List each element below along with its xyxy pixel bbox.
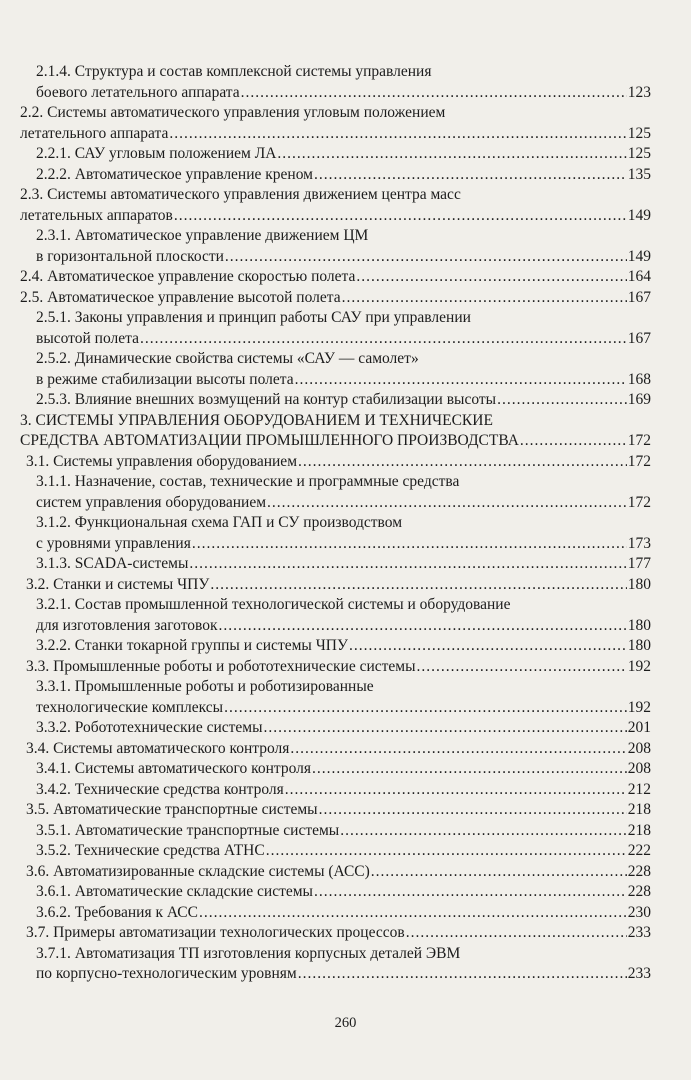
toc-entry-title: 3.7. Примеры автоматизации технологических процессов <box>26 924 405 941</box>
toc-entry <box>36 616 651 635</box>
toc-page-number: 167 <box>627 288 651 306</box>
toc-entry-title: в горизонтальной плоскости <box>36 247 224 265</box>
toc-entry-title: 2.2.1. САУ угловым положением ЛА <box>36 145 277 162</box>
toc-entry-title: 3.5.2. Технические средства АТНС <box>36 842 265 859</box>
toc-page-number: 208 <box>627 760 651 777</box>
toc-entry <box>20 288 651 307</box>
toc-entry-title: в режиме стабилизации высоты полета <box>36 370 294 388</box>
toc-leader-dots <box>210 575 626 594</box>
toc-entry <box>36 882 651 901</box>
toc-page-number: 208 <box>627 739 651 757</box>
toc-page-number: 172 <box>627 493 651 511</box>
toc-entry <box>20 185 651 204</box>
toc-entry-title: 3.1.1. Назначение, состав, технические и программные средства <box>36 473 460 490</box>
toc-entry <box>36 534 651 553</box>
toc-leader-dots <box>285 780 627 799</box>
toc-entry-title: 3.2.2. Станки токарной группы и системы ЧПУ <box>36 637 348 654</box>
toc-leader-dots <box>192 534 627 553</box>
toc-entry-title: по корпусно-технологическим уровням <box>36 965 297 982</box>
toc-entry <box>26 575 651 594</box>
toc-entry <box>20 206 651 225</box>
toc-leader-dots <box>406 923 627 942</box>
toc-entry-title: 3.3.2. Робототехнические системы <box>36 719 263 736</box>
toc-page-number: 173 <box>627 534 651 552</box>
toc-page-number: 233 <box>627 924 651 941</box>
toc-page-number: 135 <box>627 165 651 183</box>
toc-entry <box>36 964 651 983</box>
toc-leader-dots <box>189 554 626 573</box>
toc-entry <box>36 513 651 532</box>
toc-leader-dots <box>199 903 627 922</box>
toc-entry <box>36 370 651 389</box>
toc-entry <box>26 739 651 758</box>
toc-page-number: 228 <box>627 862 651 880</box>
toc-entry-title: 2.5.2. Динамические свойства системы «САУ — самолет» <box>36 350 419 367</box>
toc-entry-title: 3.1.2. Функциональная схема ГАП и СУ производством <box>36 514 403 531</box>
toc-leader-dots <box>169 124 626 143</box>
toc-entry-title: высотой полета <box>36 329 139 347</box>
toc-entry <box>26 657 651 676</box>
toc-entry <box>36 329 651 348</box>
toc-entry <box>36 903 651 922</box>
toc-page-number: 201 <box>627 719 651 736</box>
toc-entry <box>36 308 651 327</box>
toc-entry-title: 3.4. Системы автоматического контроля <box>26 739 290 757</box>
toc-entry-title: 2.5.3. Влияние внешних возмущений на контур стабилизации высоты <box>36 391 497 408</box>
toc-entry <box>36 165 651 184</box>
toc-entry-title: 3.2.1. Состав промышленной технологической системы и оборудование <box>36 596 511 613</box>
toc-entry <box>36 554 651 573</box>
toc-entry <box>26 923 651 942</box>
toc-page-number: 222 <box>627 842 651 859</box>
toc-entry-title: 3.4.2. Технические средства контроля <box>36 780 284 798</box>
toc-leader-dots <box>298 452 627 471</box>
toc-entry-title: 2.4. Автоматическое управление скоростью полета <box>20 268 356 285</box>
toc-page-number: 149 <box>627 247 651 265</box>
toc-leader-dots <box>298 964 627 983</box>
toc-entry <box>20 267 651 286</box>
toc-page-number: 164 <box>627 268 651 285</box>
toc-page-number: 168 <box>627 370 651 388</box>
toc-leader-dots <box>520 431 627 450</box>
toc-entry-title: для изготовления заготовок <box>36 616 218 634</box>
toc-leader-dots <box>290 739 626 758</box>
toc-entry <box>36 944 651 963</box>
toc-entry <box>36 718 651 737</box>
toc-entry <box>36 759 651 778</box>
toc-entry <box>20 431 651 450</box>
toc-entry <box>36 821 651 840</box>
toc-leader-dots <box>342 288 627 307</box>
toc-leader-dots <box>140 329 627 348</box>
toc-leader-dots <box>266 841 627 860</box>
toc-entry-title: боевого летательного аппарата <box>36 83 240 101</box>
toc-leader-dots <box>264 718 627 737</box>
toc-page-number: 177 <box>627 555 651 572</box>
toc-entry <box>36 780 651 799</box>
toc-entry <box>36 677 651 696</box>
toc-entry-title: 3.7.1. Автоматизация ТП изготовления корпусных деталей ЭВМ <box>36 944 461 962</box>
toc-page-number: 125 <box>627 145 651 162</box>
toc-leader-dots <box>319 800 627 819</box>
toc-leader-dots <box>356 267 626 286</box>
toc-entry-title: летательного аппарата <box>20 124 169 142</box>
toc-leader-dots <box>314 882 627 901</box>
toc-leader-dots <box>497 390 627 409</box>
toc-leader-dots <box>349 636 627 655</box>
toc-entry <box>36 493 651 512</box>
toc-entry-title: 2.5. Автоматическое управление высотой полета <box>20 288 341 306</box>
toc-entry-title: технологические комплексы <box>36 698 224 716</box>
toc-entry-title: 3.3. Промышленные роботы и робототехнические системы <box>26 657 416 675</box>
toc-page-number: 228 <box>627 883 651 900</box>
toc-entry <box>36 636 651 655</box>
toc-leader-dots <box>340 821 627 840</box>
toc-entry-title: 3.3.1. Промышленные роботы и роботизированные <box>36 678 374 695</box>
page-number: 260 <box>334 1015 357 1031</box>
toc-entry <box>26 862 651 881</box>
toc-entry-title: 3. СИСТЕМЫ УПРАВЛЕНИЯ ОБОРУДОВАНИЕМ И ТЕХНИЧЕСКИЕ <box>20 411 493 429</box>
toc-leader-dots <box>241 83 627 102</box>
toc-page-number: 180 <box>627 575 651 593</box>
toc-entry <box>36 595 651 614</box>
toc-entry <box>36 83 651 102</box>
toc-entry-title: систем управления оборудованием <box>36 493 267 511</box>
toc-entry-title: 2.2.2. Автоматическое управление креном <box>36 165 313 183</box>
toc-entry <box>20 103 651 122</box>
toc-leader-dots <box>224 698 627 717</box>
toc-page-number: 149 <box>627 206 651 224</box>
toc-page-number: 172 <box>627 432 651 449</box>
toc-page-number: 233 <box>627 965 651 982</box>
toc-leader-dots <box>314 165 627 184</box>
toc-leader-dots <box>277 144 626 163</box>
toc-entry-title: 3.2. Станки и системы ЧПУ <box>26 575 210 593</box>
toc-entry <box>20 124 651 143</box>
toc-entry-title: 3.6.2. Требования к АСС <box>36 903 198 921</box>
toc-leader-dots <box>371 862 627 881</box>
toc-leader-dots <box>417 657 627 676</box>
toc-page-number: 212 <box>627 780 651 798</box>
toc-entry-title: 3.1.3. SCADA-системы <box>36 555 189 572</box>
toc-entry <box>36 698 651 717</box>
toc-entry-title: СРЕДСТВА АВТОМАТИЗАЦИИ ПРОМЫШЛЕННОГО ПРОИЗВОДСТВА <box>20 432 519 449</box>
toc-entry-title: летательных аппаратов <box>20 206 173 224</box>
toc-entry-title: с уровнями управления <box>36 534 191 552</box>
toc-page-number: 192 <box>627 657 651 675</box>
toc-page-number: 169 <box>627 391 651 408</box>
toc-page-number: 125 <box>627 124 651 142</box>
toc-entry <box>36 226 651 245</box>
toc-leader-dots <box>174 206 627 225</box>
toc-entry <box>26 452 651 471</box>
toc-entry <box>36 62 651 81</box>
toc-entry <box>36 349 651 368</box>
toc-entry <box>26 800 651 819</box>
toc-entry <box>36 472 651 491</box>
toc-entry <box>36 841 651 860</box>
toc-page-number: 167 <box>627 329 651 347</box>
toc-entry-title: 3.1. Системы управления оборудованием <box>26 452 298 470</box>
toc-entry <box>36 144 651 163</box>
toc-page-number: 218 <box>627 801 651 818</box>
toc-entry-title: 3.6. Автоматизированные складские системы (АСС) <box>26 862 370 880</box>
toc-entry <box>36 390 651 409</box>
toc-leader-dots <box>295 370 627 389</box>
toc-leader-dots <box>219 616 627 635</box>
toc-page-number: 180 <box>627 637 651 654</box>
toc-page-number: 192 <box>627 698 651 716</box>
toc-entry-title: 3.4.1. Системы автоматического контроля <box>36 760 312 777</box>
toc-page-number: 172 <box>627 452 651 470</box>
toc-leader-dots <box>312 759 627 778</box>
toc-entry-title: 3.6.1. Автоматические складские системы <box>36 883 313 900</box>
toc-page-number: 123 <box>627 83 651 101</box>
toc-page-number: 218 <box>627 821 651 839</box>
toc-entry-title: 2.2. Системы автоматического управления угловым положением <box>20 104 446 121</box>
toc-leader-dots <box>267 493 627 512</box>
toc-page-number: 230 <box>627 903 651 921</box>
toc-entry-title: 2.5.1. Законы управления и принцип работы САУ при управлении <box>36 309 471 326</box>
toc-leader-dots <box>225 247 627 266</box>
toc-entry-title: 2.3. Системы автоматического управления движением центра масс <box>20 186 461 203</box>
toc-entry-title: 3.5. Автоматические транспортные системы <box>26 801 318 818</box>
toc-entry <box>20 411 651 430</box>
toc-entry-title: 3.5.1. Автоматические транспортные системы <box>36 821 340 839</box>
toc-page-number: 180 <box>627 616 651 634</box>
toc-entry-title: 2.3.1. Автоматическое управление движением ЦМ <box>36 227 369 244</box>
toc-entry <box>36 247 651 266</box>
toc-entry-title: 2.1.4. Структура и состав комплексной системы управления <box>36 63 432 80</box>
